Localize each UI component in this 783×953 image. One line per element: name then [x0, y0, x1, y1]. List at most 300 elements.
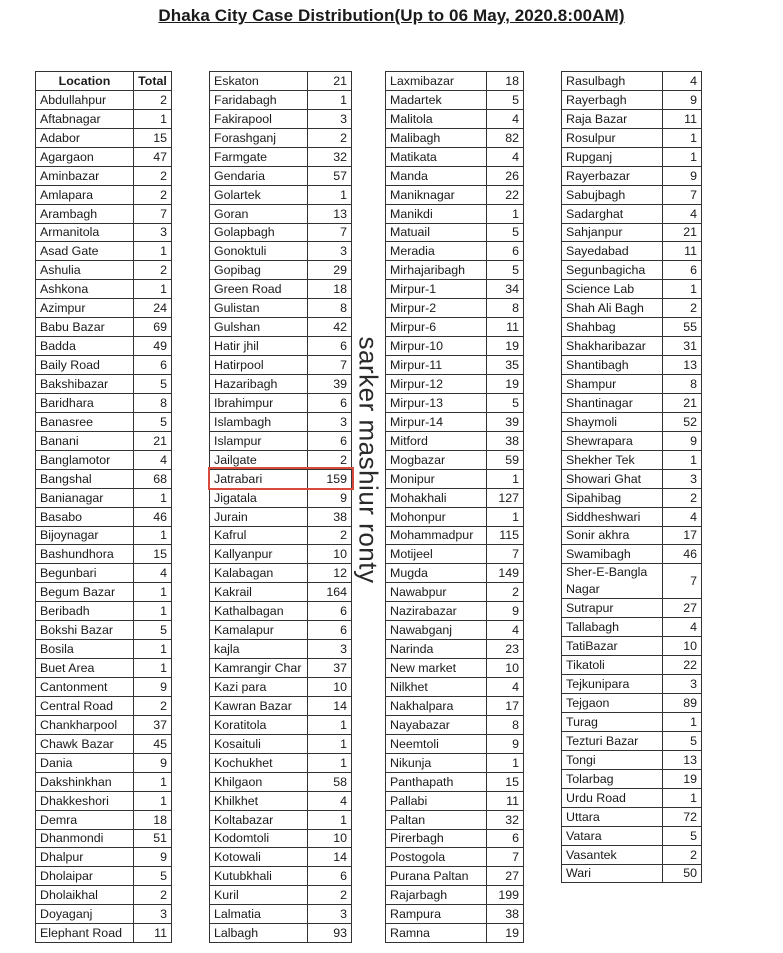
total-cell: 5 [487, 393, 524, 412]
location-cell: Shewrapara [562, 431, 663, 450]
total-cell: 58 [308, 772, 352, 791]
location-cell: Nazirabazar [386, 602, 487, 621]
table-row [210, 772, 352, 791]
table-row [210, 753, 352, 772]
total-cell: 37 [134, 715, 172, 734]
location-cell: Siddheshwari [562, 507, 663, 526]
table-row [562, 807, 702, 826]
location-cell: Laxmibazar [386, 72, 487, 91]
table-row [562, 223, 702, 242]
location-cell: Fakirapool [210, 109, 308, 128]
total-cell: 8 [134, 393, 172, 412]
table-row [562, 599, 702, 618]
total-cell: 10 [308, 678, 352, 697]
total-cell: 1 [308, 810, 352, 829]
location-cell: Forashganj [210, 128, 308, 147]
location-cell: Matikata [386, 147, 487, 166]
total-cell: 32 [487, 810, 524, 829]
location-cell: Showari Ghat [562, 469, 663, 488]
location-cell: Monipur [386, 469, 487, 488]
table-row [210, 450, 352, 469]
location-cell: Sutrapur [562, 599, 663, 618]
table-row [562, 469, 702, 488]
location-cell: Aminbazar [36, 166, 134, 185]
total-cell: 1 [487, 204, 524, 223]
total-cell: 19 [663, 769, 702, 788]
table-row [562, 488, 702, 507]
table-row [562, 545, 702, 564]
location-cell: Beribadh [36, 602, 134, 621]
table-row [562, 318, 702, 337]
table-row [386, 412, 524, 431]
table-row [210, 356, 352, 375]
total-cell: 1 [663, 713, 702, 732]
total-cell: 4 [663, 72, 702, 91]
location-cell: Kuril [210, 886, 308, 905]
location-cell: Kafrul [210, 526, 308, 545]
table-row [562, 656, 702, 675]
total-cell: 4 [487, 109, 524, 128]
location-cell: Mogbazar [386, 450, 487, 469]
location-cell: Armanitola [36, 223, 134, 242]
total-cell: 7 [308, 223, 352, 242]
table-row [210, 583, 352, 602]
table-row [562, 412, 702, 431]
table-row [210, 848, 352, 867]
total-cell: 9 [308, 488, 352, 507]
table-row [36, 791, 172, 810]
location-cell: Mirpur-10 [386, 337, 487, 356]
table-row [386, 185, 524, 204]
location-cell: Tikatoli [562, 656, 663, 675]
table-row [36, 488, 172, 507]
table-row [562, 788, 702, 807]
location-cell: Gonoktuli [210, 242, 308, 261]
total-cell: 1 [308, 90, 352, 109]
table-row [210, 337, 352, 356]
total-cell: 21 [663, 223, 702, 242]
total-cell: 5 [134, 412, 172, 431]
location-cell: Tallabagh [562, 618, 663, 637]
total-cell: 3 [134, 905, 172, 924]
total-cell: 14 [308, 848, 352, 867]
total-cell: 8 [487, 715, 524, 734]
table-row [210, 261, 352, 280]
table-row [562, 731, 702, 750]
location-cell: Panthapath [386, 772, 487, 791]
location-cell: Turag [562, 713, 663, 732]
table-row [36, 621, 172, 640]
total-cell: 1 [134, 659, 172, 678]
case-table-column-1 [35, 71, 172, 943]
table-row [562, 769, 702, 788]
table-row [562, 450, 702, 469]
total-cell: 82 [487, 128, 524, 147]
location-cell: Tejgaon [562, 694, 663, 713]
total-cell: 24 [134, 299, 172, 318]
table-row [386, 128, 524, 147]
total-cell: 4 [487, 678, 524, 697]
location-cell: Bangshal [36, 469, 134, 488]
location-cell: Tejkunipara [562, 675, 663, 694]
total-cell: 6 [487, 242, 524, 261]
total-cell: 26 [487, 166, 524, 185]
total-cell: 12 [308, 564, 352, 583]
table-row [386, 72, 524, 91]
total-cell: 19 [487, 337, 524, 356]
location-cell: Mirpur-11 [386, 356, 487, 375]
location-cell: Kutubkhali [210, 867, 308, 886]
table-row [210, 318, 352, 337]
total-cell: 9 [663, 431, 702, 450]
table-row [386, 356, 524, 375]
total-cell: 1 [487, 507, 524, 526]
location-cell: Baridhara [36, 393, 134, 412]
table-row [386, 223, 524, 242]
table-row [36, 583, 172, 602]
table-row [386, 905, 524, 924]
total-cell: 6 [308, 621, 352, 640]
total-cell: 3 [308, 640, 352, 659]
location-cell: Rayerbagh [562, 90, 663, 109]
location-cell: Golapbagh [210, 223, 308, 242]
watermark-text: sarker mashiur ronty [353, 336, 384, 584]
total-cell: 7 [308, 356, 352, 375]
total-cell: 1 [134, 526, 172, 545]
table-row [210, 204, 352, 223]
total-cell: 21 [134, 431, 172, 450]
total-cell: 2 [487, 583, 524, 602]
table-row [386, 318, 524, 337]
total-cell: 11 [134, 924, 172, 943]
table-row [386, 924, 524, 943]
table-row [210, 924, 352, 943]
location-cell: Nawabganj [386, 621, 487, 640]
table-row [36, 696, 172, 715]
table-row [386, 450, 524, 469]
location-cell: Purana Paltan [386, 867, 487, 886]
total-cell: 18 [487, 72, 524, 91]
location-cell: Baily Road [36, 356, 134, 375]
location-cell: Paltan [386, 810, 487, 829]
table-row [386, 564, 524, 583]
total-cell: 21 [308, 72, 352, 91]
table-row [36, 318, 172, 337]
table-row [36, 848, 172, 867]
table-row [562, 431, 702, 450]
table-row [36, 545, 172, 564]
table-row [386, 886, 524, 905]
location-cell: Arambagh [36, 204, 134, 223]
table-row [386, 431, 524, 450]
location-cell: Ramna [386, 924, 487, 943]
total-cell: 2 [663, 488, 702, 507]
total-cell: 2 [134, 696, 172, 715]
location-cell: Postogola [386, 848, 487, 867]
location-cell: Islambagh [210, 412, 308, 431]
table-row [386, 204, 524, 223]
table-row [386, 147, 524, 166]
total-cell: 6 [134, 356, 172, 375]
location-cell: Banani [36, 431, 134, 450]
location-cell: Segunbagicha [562, 261, 663, 280]
table-row [210, 431, 352, 450]
location-cell: Rosulpur [562, 128, 663, 147]
table-row [386, 166, 524, 185]
location-cell: Narinda [386, 640, 487, 659]
total-cell: 6 [308, 602, 352, 621]
location-cell: Goran [210, 204, 308, 223]
total-cell: 11 [663, 242, 702, 261]
location-cell: Tezturi Bazar [562, 731, 663, 750]
table-row [562, 375, 702, 394]
total-cell: 72 [663, 807, 702, 826]
location-cell: Kotowali [210, 848, 308, 867]
location-cell: Amlapara [36, 185, 134, 204]
total-cell: 19 [487, 924, 524, 943]
total-cell: 7 [134, 204, 172, 223]
location-cell: Islampur [210, 431, 308, 450]
table-row [386, 488, 524, 507]
location-cell: Hatir jhil [210, 337, 308, 356]
total-cell: 39 [308, 375, 352, 394]
total-cell: 1 [663, 128, 702, 147]
table-row [36, 867, 172, 886]
table-row [386, 640, 524, 659]
location-cell: Kawran Bazar [210, 696, 308, 715]
table-row [562, 337, 702, 356]
location-cell: Jigatala [210, 488, 308, 507]
total-cell: 9 [663, 166, 702, 185]
table-row [386, 810, 524, 829]
table-row [386, 337, 524, 356]
total-cell: 15 [134, 128, 172, 147]
location-cell: Adabor [36, 128, 134, 147]
location-cell: Azimpur [36, 299, 134, 318]
location-cell: Shah Ali Bagh [562, 299, 663, 318]
total-cell: 1 [134, 488, 172, 507]
table-row [36, 829, 172, 848]
table-row [210, 223, 352, 242]
table-row [210, 564, 352, 583]
location-cell: Sayedabad [562, 242, 663, 261]
location-cell: Rasulbagh [562, 72, 663, 91]
table-row [210, 412, 352, 431]
total-cell: 1 [308, 715, 352, 734]
total-cell: 3 [308, 412, 352, 431]
total-cell: 5 [487, 223, 524, 242]
total-cell: 51 [134, 829, 172, 848]
total-cell: 3 [663, 469, 702, 488]
table-row [386, 261, 524, 280]
table-row [210, 469, 352, 488]
table-row [210, 185, 352, 204]
location-cell: Begum Bazar [36, 583, 134, 602]
total-cell: 55 [663, 318, 702, 337]
table-row [386, 753, 524, 772]
table-row [386, 848, 524, 867]
table-row [36, 886, 172, 905]
total-cell: 1 [663, 147, 702, 166]
total-cell: 57 [308, 166, 352, 185]
table-row [210, 715, 352, 734]
location-cell: Tongi [562, 750, 663, 769]
total-cell: 5 [134, 867, 172, 886]
table-row [386, 867, 524, 886]
location-cell: Hatirpool [210, 356, 308, 375]
table-row [562, 204, 702, 223]
location-cell: Asad Gate [36, 242, 134, 261]
location-cell: Mohammadpur [386, 526, 487, 545]
total-cell: 1 [487, 753, 524, 772]
location-cell: Chawk Bazar [36, 734, 134, 753]
location-cell: kajla [210, 640, 308, 659]
table-row [36, 412, 172, 431]
total-cell: 3 [663, 675, 702, 694]
total-cell: 46 [134, 507, 172, 526]
total-cell: 8 [487, 299, 524, 318]
table-row [562, 393, 702, 412]
location-cell: Gulshan [210, 318, 308, 337]
total-cell: 45 [134, 734, 172, 753]
total-cell: 50 [663, 864, 702, 883]
total-cell: 7 [487, 545, 524, 564]
total-cell: 199 [487, 886, 524, 905]
total-cell: 1 [487, 469, 524, 488]
total-cell: 34 [487, 280, 524, 299]
total-cell: 59 [487, 450, 524, 469]
total-cell: 3 [308, 905, 352, 924]
total-cell: 8 [308, 299, 352, 318]
location-cell: Madartek [386, 90, 487, 109]
location-cell: Matuail [386, 223, 487, 242]
location-cell: Maniknagar [386, 185, 487, 204]
total-cell: 2 [308, 886, 352, 905]
location-cell: Shantibagh [562, 356, 663, 375]
total-cell: 4 [134, 564, 172, 583]
location-cell: Sonir akhra [562, 526, 663, 545]
location-cell: Basabo [36, 507, 134, 526]
table-row [386, 696, 524, 715]
table-row [386, 507, 524, 526]
total-cell: 37 [308, 659, 352, 678]
table-row [210, 659, 352, 678]
table-row [210, 128, 352, 147]
total-cell: 17 [663, 526, 702, 545]
table-row [386, 469, 524, 488]
total-cell: 4 [663, 204, 702, 223]
table-row [562, 299, 702, 318]
location-cell: Sabujbagh [562, 185, 663, 204]
total-cell: 159 [308, 469, 352, 488]
table-row [210, 488, 352, 507]
location-cell: Mitford [386, 431, 487, 450]
total-cell: 9 [134, 753, 172, 772]
table-row [562, 637, 702, 656]
table-row [36, 204, 172, 223]
table-row [562, 713, 702, 732]
table-row [210, 393, 352, 412]
location-cell: Kazi para [210, 678, 308, 697]
total-cell: 1 [308, 753, 352, 772]
total-cell: 11 [487, 791, 524, 810]
total-cell: 3 [134, 223, 172, 242]
total-cell: 9 [487, 734, 524, 753]
location-cell: Sadarghat [562, 204, 663, 223]
table-row [36, 109, 172, 128]
table-row [36, 147, 172, 166]
location-cell: Kalabagan [210, 564, 308, 583]
table-row [36, 507, 172, 526]
table-row [210, 886, 352, 905]
location-cell: Khilgaon [210, 772, 308, 791]
location-cell: Chankharpool [36, 715, 134, 734]
table-row [36, 223, 172, 242]
table-row [562, 526, 702, 545]
total-cell: 89 [663, 694, 702, 713]
table-row [36, 469, 172, 488]
table-row [36, 393, 172, 412]
location-cell: Banglamotor [36, 450, 134, 469]
total-cell: 9 [663, 90, 702, 109]
total-cell: 17 [487, 696, 524, 715]
location-cell: Kathalbagan [210, 602, 308, 621]
location-cell: Bakshibazar [36, 375, 134, 394]
location-cell: Kodomtoli [210, 829, 308, 848]
total-cell: 9 [134, 848, 172, 867]
table-row [210, 867, 352, 886]
page-title: Dhaka City Case Distribution(Up to 06 May, 2020.8:00AM) [158, 6, 625, 25]
table-row [36, 185, 172, 204]
total-cell: 2 [134, 886, 172, 905]
table-row [210, 602, 352, 621]
table-row [210, 72, 352, 91]
table-row [36, 375, 172, 394]
table-row [386, 109, 524, 128]
total-cell: 38 [487, 431, 524, 450]
total-cell: 4 [663, 618, 702, 637]
total-cell: 5 [663, 826, 702, 845]
table-row [562, 166, 702, 185]
table-row [36, 753, 172, 772]
table-row [386, 583, 524, 602]
location-cell: Rayerbazar [562, 166, 663, 185]
location-cell: Sahjanpur [562, 223, 663, 242]
table-row [562, 750, 702, 769]
total-cell: 2 [134, 261, 172, 280]
location-cell: Mugda [386, 564, 487, 583]
total-cell: 23 [487, 640, 524, 659]
table-row [386, 242, 524, 261]
total-cell: 4 [663, 507, 702, 526]
location-cell: Kamrangir Char [210, 659, 308, 678]
location-cell: Wari [562, 864, 663, 883]
location-cell: Gulistan [210, 299, 308, 318]
table-row [386, 678, 524, 697]
total-cell: 1 [663, 788, 702, 807]
table-row [210, 375, 352, 394]
table-row [562, 618, 702, 637]
table-row [562, 242, 702, 261]
total-cell: 46 [663, 545, 702, 564]
table-row [386, 772, 524, 791]
location-cell: Banianagar [36, 488, 134, 507]
table-row [210, 109, 352, 128]
table-row [210, 90, 352, 109]
location-cell: Shahbag [562, 318, 663, 337]
table-row [386, 621, 524, 640]
location-cell: Cantonment [36, 678, 134, 697]
